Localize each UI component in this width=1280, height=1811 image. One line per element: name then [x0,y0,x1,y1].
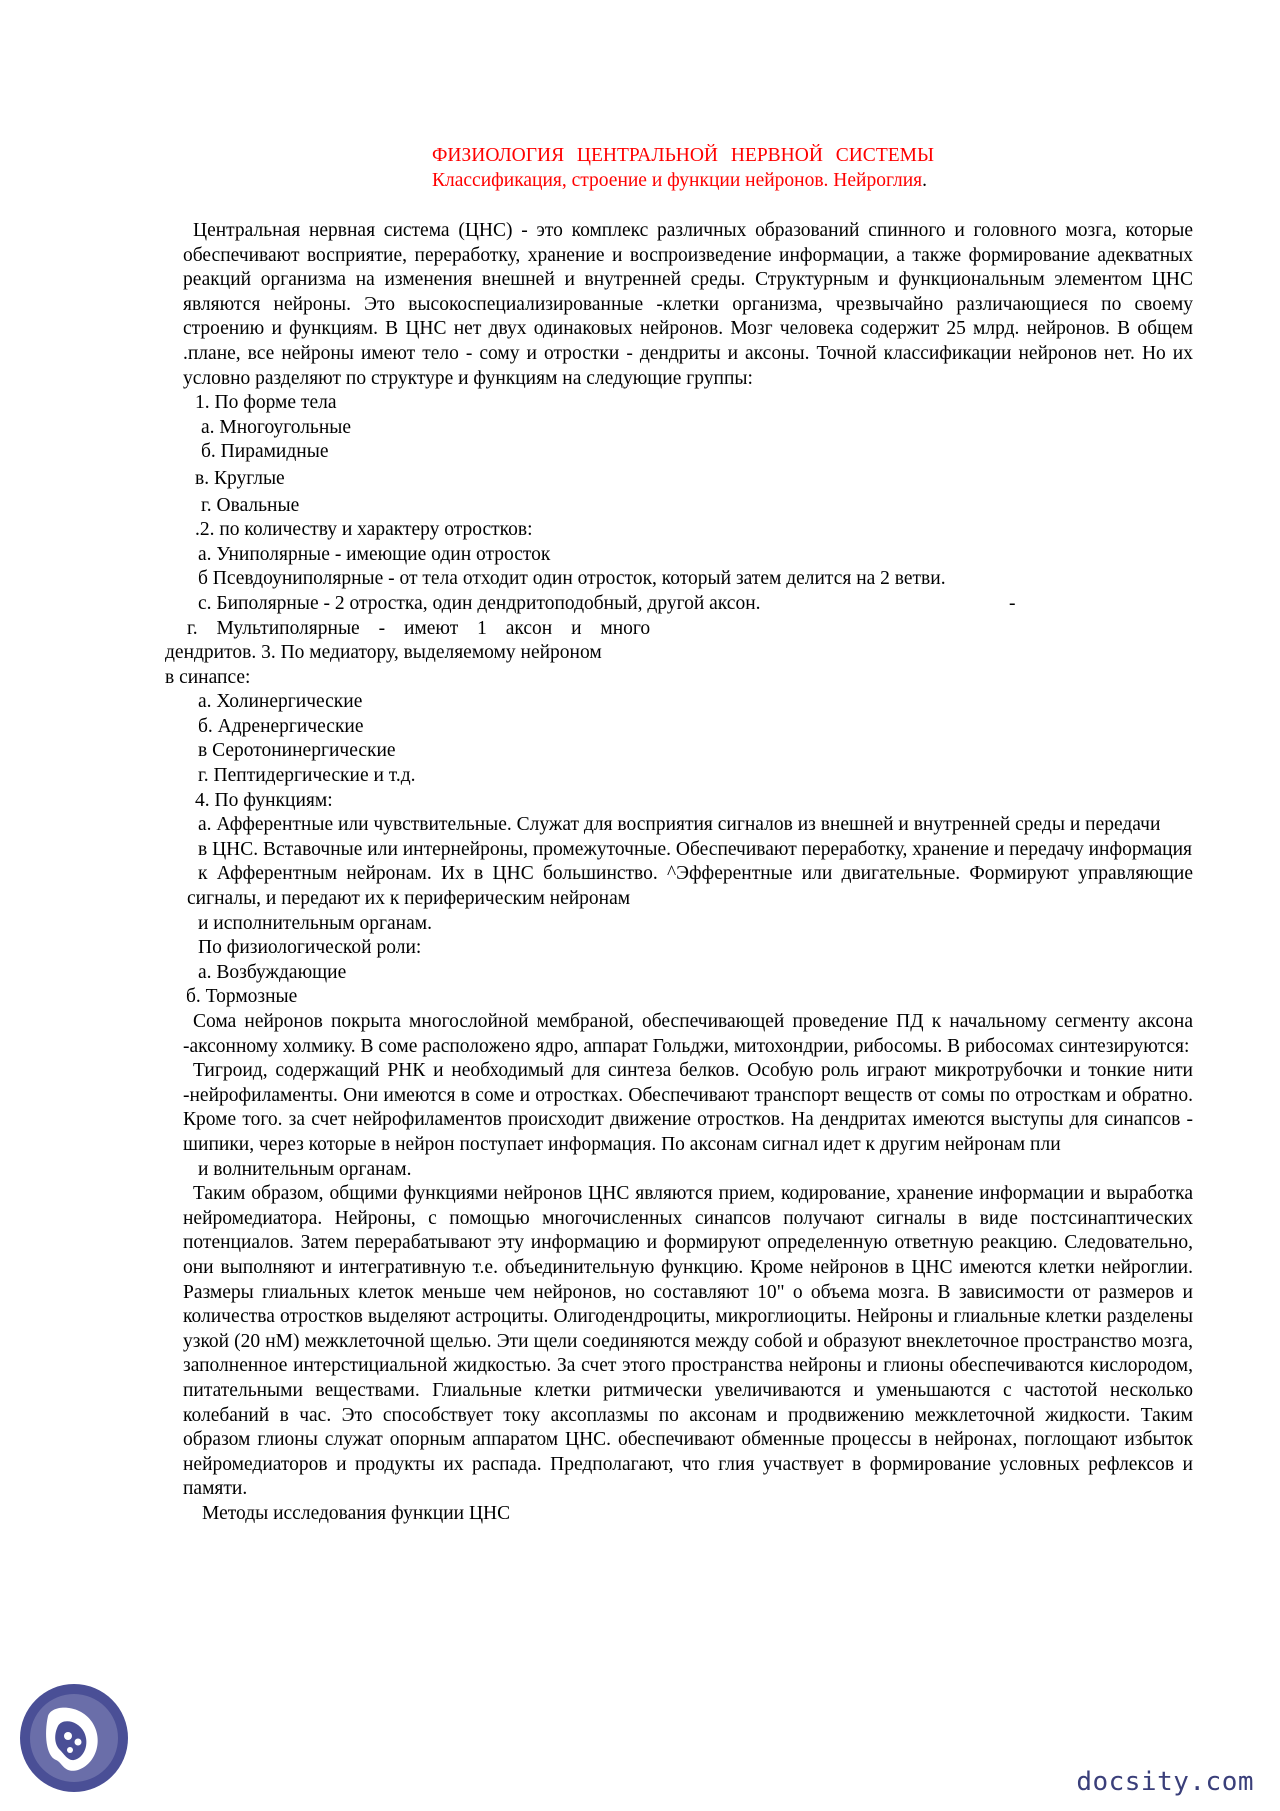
soma-paragraph: Сома нейронов покрыта многослойной мембраной, обеспечивающей проведение ПД к начальному сегменту аксона -аксонному холмику. В соме расположено ядро, аппарат Гольджи, митохондрии, рибосомы. В рибосомах синтезируются: [183,1011,1193,1057]
list2-item-d-line1: г. Мультиполярные - имеют 1 аксон и много [187,617,651,639]
list1-item-c: в. Круглые [195,467,285,489]
list1-item-d: г. Овальные [201,494,300,516]
document-title [432,143,934,193]
list2-item-d-line3: в синапсе: [165,666,251,688]
list4-role-heading: По физиологической роли: [198,937,422,959]
summary-paragraph: Таким образом, общими функциями нейронов ЦНС являются прием, кодирование, хранение информации и выработка нейромедиатора. Нейроны, с помощью многочисленных синапсов получают сигналы в виде постсинаптических потенциалов. Затем перерабатывают эту информацию и формируют определенную ответную реакцию. Следовательно, они выполняют и интегративную т.е. объединительную функцию. Кроме нейронов в ЦНС имеются клетки нейроглии. Размеры глиальных клеток меньше чем нейронов, но составляют 10" о объема мозга. В зависимости от размеров и количества отростков выделяют астроциты. Олигодендроциты, микроглиоциты. Нейроны и глиальные клетки разделены узкой (20 нМ) межклеточной щелью. Эти щели соединяются между собой и образуют внеклеточное пространство мозга, заполненное интерстициальной жидкостью. За счет этого пространства нейроны и глионы обеспечиваются кислородом, питательными веществами. Глиальные клетки ритмически увеличиваются и уменьшаются с частотой несколько колебаний в час. Это способствует току аксоплазмы по аксонам и продвижению межклеточной жидкости. Таким образом глионы служат опорным аппаратом ЦНС. обеспечивают обменные процессы в нейронах, поглощают избыток нейромедиаторов и продукты их распада. Предполагают, что глия участвует в формирование условных рефлексов и памяти. [183,1183,1193,1500]
list2-item-d-line2: дендритов. 3. По медиатору, выделяемому нейроном [165,642,602,664]
list4-item-a: а. Афферентные или чувствительные. Служат для восприятия сигналов из внешней и внутренней среды и передачи [198,814,1161,836]
title-text: ФИЗИОЛОГИЯ ЦЕНТРАЛЬНОЙ НЕРВНОЙ СИСТЕМЫ Классификация, строение и функции нейронов. Нейроглия [432,145,934,191]
list2-heading: .2. по количеству и характеру отростков: [195,519,533,541]
list2-item-b: б Псевдоуниполярные - от тела отходит один отросток, который затем делится на 2 ветви. [198,568,946,590]
list3-item-c: в Серотонинергические [198,740,396,762]
list2-item-a: а. Униполярные - имеющие один отросток [198,543,551,565]
list2-item-c-dash: - [1009,592,1016,614]
list1-heading: 1. По форме тела [195,392,337,414]
docsity-logo-icon [18,1682,130,1794]
list3-item-d: г. Пептидергические и т.д. [198,765,416,787]
tigroid-paragraph: Тигроид, содержащий РНК и необходимый для синтеза белков. Особую роль играют микротрубочки и тонкие нити -нейрофиламенты. Они имеются в соме и отростках. Обеспечивают транспорт веществ от сомы по отросткам и обратно. Кроме того. за счет нейрофиламентов происходит движение отростков. На дендритах имеются выступы для синапсов - шипики, через которые в нейрон поступает информация. По аксонам сигнал идет к другим нейронам пли [183,1060,1193,1155]
docsity-brand-text[interactable]: docsity.com [1076,1767,1254,1797]
document-body [165,219,1193,1526]
list4-item-c: к Афферентным нейронам. Их в ЦНС большинство. ^Эфферентные или двигательные. Формируют управляющие сигналы, и передают их к периферическим нейронам [187,863,1193,910]
list1-item-b: б. Пирамидные [201,441,329,463]
list2-item-c: с. Биполярные - 2 отростка, один дендритоподобный, другой аксон. [198,592,761,614]
title-period: . [922,170,928,191]
methods-heading: Методы исследования функции ЦНС [202,1502,511,1524]
list4-role-a: а. Возбуждающие [198,961,347,983]
list4-item-d: и исполнительным органам. [198,912,432,934]
list2-item-c-row [183,592,1193,617]
intro-paragraph: Центральная нервная система (ЦНС) - это комплекс различных образований спинного и головного мозга, которые обеспечивают восприятие, переработку, хранение и воспроизведение информации, а также формирование адекватных реакций организма на изменения внешней и внутренней среды. Структурным и функциональным элементом ЦНС являются нейроны. Это высокоспециализированные -клетки организма, чрезвычайно различающиеся по своему строению и функциям. В ЦНС нет двух одинаковых нейронов. Мозг человека содержит 25 млрд. нейронов. В общем .плане, все нейроны имеют тело - сому и отростки - дендриты и аксоны. Точной классификации нейронов нет. Но их условно разделяют по структуре и функциям на следующие группы: [183,220,1193,389]
list4-item-b: в ЦНС. Вставочные или интернейроны, промежуточные. Обеспечивают переработку, хранение и передачу информация [198,838,1193,860]
list3-item-a: а. Холинергические [198,691,363,713]
list4-heading: 4. По функциям: [195,789,333,811]
list1-item-a: а. Многоугольные [201,416,352,438]
list4-role-b: б. Тормозные [186,986,298,1008]
tigroid-paragraph-end: и волнительным органам. [198,1158,412,1180]
list3-item-b: б. Адренергические [198,715,364,737]
